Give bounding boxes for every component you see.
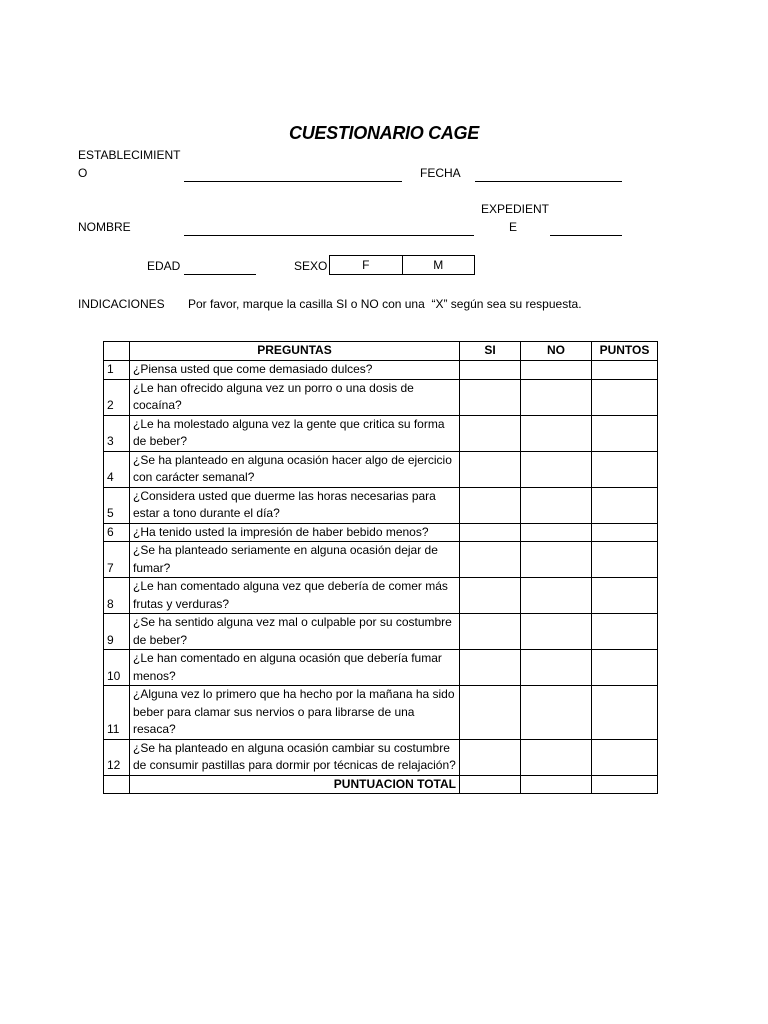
question-number: 1 bbox=[104, 361, 130, 380]
question-number: 12 bbox=[104, 739, 130, 775]
answer-no-cell[interactable] bbox=[521, 686, 592, 740]
puntos-cell[interactable] bbox=[592, 650, 658, 686]
sexo-option-f[interactable]: F bbox=[362, 258, 370, 272]
fecha-field[interactable] bbox=[475, 181, 622, 182]
answer-no-cell[interactable] bbox=[521, 523, 592, 542]
answer-no-cell[interactable] bbox=[521, 415, 592, 451]
establecimiento-label bbox=[78, 146, 180, 182]
total-label: PUNTUACION TOTAL bbox=[130, 775, 460, 794]
question-number: 2 bbox=[104, 379, 130, 415]
table-row bbox=[104, 523, 658, 542]
indicaciones-label: INDICACIONES bbox=[78, 297, 165, 311]
answer-si-cell[interactable] bbox=[460, 542, 521, 578]
total-si-cell[interactable] bbox=[460, 775, 521, 794]
header-si: SI bbox=[460, 342, 521, 361]
establecimiento-field[interactable] bbox=[184, 181, 402, 182]
page-title: CUESTIONARIO CAGE bbox=[289, 123, 479, 143]
answer-si-cell[interactable] bbox=[460, 487, 521, 523]
table-row bbox=[104, 650, 658, 686]
table-row bbox=[104, 379, 658, 415]
answer-si-cell[interactable] bbox=[460, 523, 521, 542]
sexo-selector bbox=[329, 255, 475, 275]
nombre-label: NOMBRE bbox=[78, 220, 131, 234]
answer-no-cell[interactable] bbox=[521, 451, 592, 487]
answer-si-cell[interactable] bbox=[460, 578, 521, 614]
table-row bbox=[104, 361, 658, 380]
question-text: ¿Se ha sentido alguna vez mal o culpable por su costumbre de beber? bbox=[130, 614, 460, 650]
edad-field[interactable] bbox=[184, 274, 256, 275]
puntos-cell[interactable] bbox=[592, 686, 658, 740]
instruction-text: Por favor, marque la casilla SI o NO con una “X” según sea su respuesta. bbox=[188, 297, 582, 311]
question-number: 7 bbox=[104, 542, 130, 578]
answer-si-cell[interactable] bbox=[460, 614, 521, 650]
sexo-label: SEXO bbox=[294, 259, 328, 273]
total-no-cell[interactable] bbox=[521, 775, 592, 794]
table-row bbox=[104, 686, 658, 740]
expediente-label-line1: EXPEDIENT bbox=[481, 202, 550, 216]
question-number: 8 bbox=[104, 578, 130, 614]
question-number: 4 bbox=[104, 451, 130, 487]
question-text: ¿Considera usted que duerme las horas necesarias para estar a tono durante el día? bbox=[130, 487, 460, 523]
question-text: ¿Le han comentado alguna vez que debería de comer más frutas y verduras? bbox=[130, 578, 460, 614]
answer-si-cell[interactable] bbox=[460, 686, 521, 740]
sexo-option-m[interactable]: M bbox=[402, 256, 475, 274]
question-text: ¿Se ha planteado seriamente en alguna ocasión dejar de fumar? bbox=[130, 542, 460, 578]
puntos-cell[interactable] bbox=[592, 487, 658, 523]
question-number: 3 bbox=[104, 415, 130, 451]
puntos-cell[interactable] bbox=[592, 379, 658, 415]
answer-si-cell[interactable] bbox=[460, 739, 521, 775]
question-text: ¿Le han comentado en alguna ocasión que debería fumar menos? bbox=[130, 650, 460, 686]
question-text: ¿Se ha planteado en alguna ocasión hacer algo de ejercicio con carácter semanal? bbox=[130, 451, 460, 487]
table-row bbox=[104, 614, 658, 650]
fecha-label: FECHA bbox=[420, 166, 461, 180]
puntos-cell[interactable] bbox=[592, 361, 658, 380]
answer-no-cell[interactable] bbox=[521, 379, 592, 415]
table-row bbox=[104, 739, 658, 775]
expediente-field[interactable] bbox=[550, 235, 622, 236]
puntos-cell[interactable] bbox=[592, 614, 658, 650]
table-row bbox=[104, 542, 658, 578]
answer-no-cell[interactable] bbox=[521, 650, 592, 686]
answer-no-cell[interactable] bbox=[521, 487, 592, 523]
answer-si-cell[interactable] bbox=[460, 361, 521, 380]
establecimiento-label-line1: ESTABLECIMIENT bbox=[78, 148, 181, 162]
question-number: 11 bbox=[104, 686, 130, 740]
question-number: 6 bbox=[104, 523, 130, 542]
table-row bbox=[104, 487, 658, 523]
puntos-cell[interactable] bbox=[592, 451, 658, 487]
edad-label: EDAD bbox=[147, 259, 181, 273]
question-text: ¿Le ha molestado alguna vez la gente que critica su forma de beber? bbox=[130, 415, 460, 451]
table-row bbox=[104, 415, 658, 451]
expediente-label-line2: E bbox=[508, 220, 517, 234]
puntos-cell[interactable] bbox=[592, 578, 658, 614]
question-number: 5 bbox=[104, 487, 130, 523]
table-header-row bbox=[104, 342, 658, 361]
question-text: ¿Alguna vez lo primero que ha hecho por la mañana ha sido beber para clamar sus nervios o para librarse de una resaca? bbox=[130, 686, 460, 740]
total-row bbox=[104, 775, 658, 794]
table-row bbox=[104, 578, 658, 614]
answer-no-cell[interactable] bbox=[521, 614, 592, 650]
question-text: ¿Se ha planteado en alguna ocasión cambiar su costumbre de consumir pastillas para dormir por técnicas de relajación? bbox=[130, 739, 460, 775]
expediente-label bbox=[481, 200, 550, 236]
answer-no-cell[interactable] bbox=[521, 578, 592, 614]
total-num-cell bbox=[104, 775, 130, 794]
question-number: 10 bbox=[104, 650, 130, 686]
answer-si-cell[interactable] bbox=[460, 451, 521, 487]
answer-no-cell[interactable] bbox=[521, 361, 592, 380]
puntos-cell[interactable] bbox=[592, 542, 658, 578]
table-row bbox=[104, 451, 658, 487]
answer-si-cell[interactable] bbox=[460, 379, 521, 415]
total-puntos-cell[interactable] bbox=[592, 775, 658, 794]
question-number: 9 bbox=[104, 614, 130, 650]
question-text: ¿Piensa usted que come demasiado dulces? bbox=[130, 361, 460, 380]
questions-table bbox=[103, 341, 658, 794]
puntos-cell[interactable] bbox=[592, 523, 658, 542]
header-preguntas: PREGUNTAS bbox=[130, 342, 460, 361]
establecimiento-label-line2: O bbox=[78, 166, 88, 180]
header-no: NO bbox=[521, 342, 592, 361]
answer-no-cell[interactable] bbox=[521, 542, 592, 578]
question-text: ¿Ha tenido usted la impresión de haber bebido menos? bbox=[130, 523, 460, 542]
header-num bbox=[104, 342, 130, 361]
answer-si-cell[interactable] bbox=[460, 650, 521, 686]
answer-si-cell[interactable] bbox=[460, 415, 521, 451]
puntos-cell[interactable] bbox=[592, 739, 658, 775]
puntos-cell[interactable] bbox=[592, 415, 658, 451]
header-puntos: PUNTOS bbox=[592, 342, 658, 361]
answer-no-cell[interactable] bbox=[521, 739, 592, 775]
nombre-field[interactable] bbox=[184, 235, 474, 236]
question-text: ¿Le han ofrecido alguna vez un porro o una dosis de cocaína? bbox=[130, 379, 460, 415]
